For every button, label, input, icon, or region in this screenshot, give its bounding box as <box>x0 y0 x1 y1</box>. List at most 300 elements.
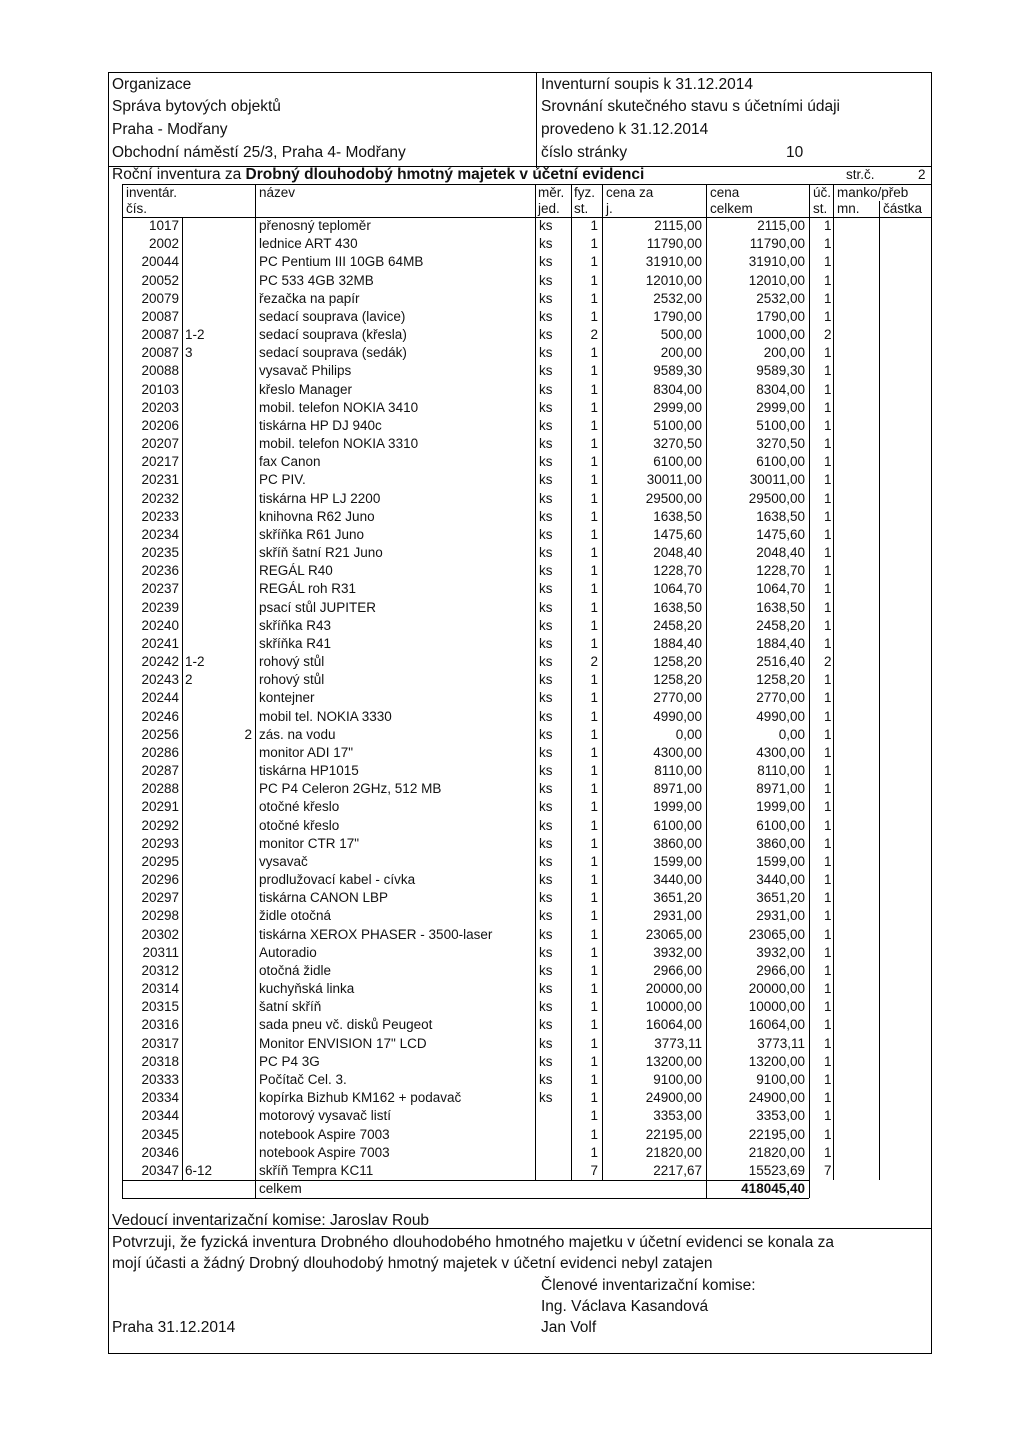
item-name: notebook Aspire 7003 <box>259 1144 390 1160</box>
inventory-number: 20207 <box>141 436 179 452</box>
total-price: 4300,00 <box>756 744 805 760</box>
inventory-number: 20079 <box>141 290 179 306</box>
physical-quantity: 1 <box>590 381 598 397</box>
inventory-number: 20298 <box>141 908 179 924</box>
accounting-quantity: 1 <box>824 672 832 688</box>
measure-unit: ks <box>539 218 553 233</box>
total-price: 8304,00 <box>756 381 805 397</box>
inventory-number: 20088 <box>141 363 179 379</box>
total-price: 10000,00 <box>748 999 805 1015</box>
accounting-quantity: 1 <box>824 799 832 815</box>
accounting-quantity: 1 <box>824 962 832 978</box>
physical-quantity: 1 <box>590 890 598 906</box>
accounting-quantity: 1 <box>824 617 832 633</box>
physical-quantity: 1 <box>590 1144 598 1160</box>
col-header-total-2: celkem <box>710 201 753 216</box>
physical-quantity: 1 <box>590 490 598 506</box>
total-price: 23065,00 <box>748 926 805 942</box>
unit-price: 0,00 <box>675 726 702 742</box>
unit-price: 9100,00 <box>653 1071 702 1087</box>
unit-price: 20000,00 <box>645 981 702 997</box>
inventory-number: 20287 <box>141 763 179 779</box>
accounting-quantity: 1 <box>824 363 832 379</box>
total-price: 2048,40 <box>756 545 805 561</box>
item-name: sedací souprava (sedák) <box>259 345 407 361</box>
measure-unit: ks <box>539 853 553 869</box>
col-header-unit-2: jed. <box>538 201 560 216</box>
measure-unit: ks <box>539 981 553 997</box>
accounting-quantity: 1 <box>824 417 832 433</box>
measure-unit: ks <box>539 817 553 833</box>
measure-unit: ks <box>539 545 553 561</box>
physical-quantity: 1 <box>590 944 598 960</box>
unit-price: 12010,00 <box>645 272 702 288</box>
accounting-quantity: 1 <box>824 1035 832 1051</box>
item-name: tiskárna HP1015 <box>259 763 359 779</box>
physical-quantity: 1 <box>590 417 598 433</box>
item-name: otočné křeslo <box>259 817 340 833</box>
col-header-acc: úč. <box>813 185 832 200</box>
item-name: kontejner <box>259 690 315 706</box>
accounting-quantity: 1 <box>824 890 832 906</box>
physical-quantity: 1 <box>590 436 598 452</box>
total-price: 2458,20 <box>756 617 805 633</box>
accounting-quantity: 1 <box>824 1071 832 1087</box>
total-price: 4990,00 <box>756 708 805 724</box>
physical-quantity: 1 <box>590 635 598 651</box>
physical-quantity: 1 <box>590 399 598 415</box>
unit-price: 1475,60 <box>653 526 702 542</box>
item-name: kuchyňská linka <box>259 981 355 997</box>
measure-unit: ks <box>539 672 553 688</box>
col-header-unit-price: cena za <box>606 185 654 200</box>
inventory-number: 20315 <box>141 999 179 1015</box>
total-price: 1228,70 <box>756 563 805 579</box>
inventory-number: 20293 <box>141 835 179 851</box>
inventory-number: 20244 <box>141 690 179 706</box>
physical-quantity: 1 <box>590 218 598 233</box>
physical-quantity: 1 <box>590 799 598 815</box>
item-name: PC PIV. <box>259 472 306 488</box>
measure-unit: ks <box>539 1090 553 1106</box>
total-price: 2770,00 <box>756 690 805 706</box>
total-price: 2115,00 <box>757 218 805 233</box>
measure-unit: ks <box>539 781 553 797</box>
accounting-quantity: 2 <box>824 327 832 343</box>
inventory-number: 20291 <box>141 799 179 815</box>
measure-unit: ks <box>539 890 553 906</box>
accounting-quantity: 1 <box>824 290 832 306</box>
unit-price: 2770,00 <box>653 690 702 706</box>
inventory-number: 20217 <box>141 454 179 470</box>
accounting-quantity: 1 <box>824 817 832 833</box>
unit-price: 1638,50 <box>653 599 702 615</box>
measure-unit: ks <box>539 254 553 270</box>
header-divider <box>536 72 537 168</box>
col-line-name <box>255 184 256 1198</box>
physical-quantity: 1 <box>590 781 598 797</box>
accounting-quantity: 1 <box>824 545 832 561</box>
unit-price: 10000,00 <box>645 999 702 1015</box>
unit-price: 2217,67 <box>653 1162 702 1178</box>
physical-quantity: 1 <box>590 1071 598 1087</box>
accounting-quantity: 1 <box>824 581 832 597</box>
inventory-number: 20296 <box>141 872 179 888</box>
total-price: 200,00 <box>763 345 805 361</box>
measure-unit: ks <box>539 563 553 579</box>
accounting-quantity: 1 <box>824 1144 832 1160</box>
item-name: zás. na vodu <box>259 726 336 742</box>
physical-quantity: 1 <box>590 472 598 488</box>
total-price: 2966,00 <box>756 962 805 978</box>
total-price: 24900,00 <box>748 1090 805 1106</box>
inventory-number: 20044 <box>141 254 179 270</box>
col-header-unit-price-2: j. <box>606 201 613 216</box>
measure-unit: ks <box>539 490 553 506</box>
org-city: Praha - Modřany <box>112 121 228 138</box>
page-number: 10 <box>786 144 804 161</box>
unit-price: 3860,00 <box>653 835 702 851</box>
unit-price: 2931,00 <box>653 908 702 924</box>
inventory-number: 20344 <box>141 1108 179 1124</box>
inventory-number: 20231 <box>141 472 179 488</box>
accounting-quantity: 1 <box>824 690 832 706</box>
inventory-number: 1017 <box>148 218 179 233</box>
physical-quantity: 1 <box>590 290 598 306</box>
accounting-quantity: 7 <box>824 1162 832 1178</box>
inventory-number: 20334 <box>141 1090 179 1106</box>
col-header-total: cena <box>710 185 740 200</box>
unit-price: 1884,40 <box>653 635 702 651</box>
unit-price: 23065,00 <box>645 926 702 942</box>
total-price: 1638,50 <box>756 508 805 524</box>
total-price: 16064,00 <box>748 1017 805 1033</box>
col-line-acc <box>809 184 810 1198</box>
col-header-diff-amount: částka <box>883 201 923 216</box>
accounting-quantity: 1 <box>824 508 832 524</box>
unit-price: 2999,00 <box>653 399 702 415</box>
physical-quantity: 1 <box>590 1126 598 1142</box>
physical-quantity: 2 <box>590 654 598 670</box>
total-price: 6100,00 <box>756 454 805 470</box>
unit-price: 3353,00 <box>653 1108 702 1124</box>
col-header-diff-qty: mn. <box>837 201 860 216</box>
accounting-quantity: 1 <box>824 1017 832 1033</box>
measure-unit: ks <box>539 399 553 415</box>
measure-unit: ks <box>539 363 553 379</box>
total-price: 3860,00 <box>756 835 805 851</box>
inventory-number: 20232 <box>141 490 179 506</box>
total-price: 3440,00 <box>756 872 805 888</box>
section-title <box>112 165 644 185</box>
measure-unit: ks <box>539 345 553 361</box>
col-header-qty: fyz. <box>574 185 596 200</box>
total-price: 2931,00 <box>756 908 805 924</box>
item-name: REGÁL roh R31 <box>259 581 357 597</box>
measure-unit: ks <box>539 272 553 288</box>
inventory-number: 20236 <box>141 563 179 579</box>
unit-price: 6100,00 <box>653 817 702 833</box>
measure-unit: ks <box>539 635 553 651</box>
item-name: Autoradio <box>259 944 317 960</box>
col-line-amt <box>879 201 880 1180</box>
accounting-quantity: 1 <box>824 308 832 324</box>
total-price: 9589,30 <box>756 363 805 379</box>
unit-price: 21820,00 <box>645 1144 702 1160</box>
inventory-number: 20234 <box>141 526 179 542</box>
physical-quantity: 1 <box>590 817 598 833</box>
inventory-number: 20333 <box>141 1071 179 1087</box>
item-name: řezačka na papír <box>259 290 360 306</box>
item-name: skříňka R61 Juno <box>259 526 365 542</box>
total-price: 29500,00 <box>748 490 805 506</box>
accounting-quantity: 1 <box>824 835 832 851</box>
col-header-inventory: inventár. <box>126 185 178 200</box>
measure-unit: ks <box>539 381 553 397</box>
item-name: vysavač <box>259 853 308 869</box>
physical-quantity: 1 <box>590 962 598 978</box>
item-name: otočná židle <box>259 962 332 978</box>
physical-quantity: 7 <box>590 1162 598 1178</box>
unit-price: 2458,20 <box>653 617 702 633</box>
physical-quantity: 1 <box>590 926 598 942</box>
inventory-number: 20256 <box>141 726 179 742</box>
unit-price: 8304,00 <box>653 381 702 397</box>
accounting-quantity: 1 <box>824 635 832 651</box>
unit-price: 9589,30 <box>653 363 702 379</box>
measure-unit: ks <box>539 744 553 760</box>
unit-price: 4300,00 <box>653 744 702 760</box>
measure-unit: ks <box>539 872 553 888</box>
inventory-number: 20288 <box>141 781 179 797</box>
confirmation-line-2: mojí účasti a žádný Drobný dlouhodobý hmotný majetek v účetní evidenci nebyl zatajen <box>112 1255 713 1272</box>
measure-unit: ks <box>539 290 553 306</box>
item-name: rohový stůl <box>259 654 325 670</box>
col-line-mn <box>833 184 834 1180</box>
item-name: mobil tel. NOKIA 3330 <box>259 708 392 724</box>
item-name: monitor ADI 17" <box>259 744 354 760</box>
unit-price: 1258,20 <box>653 654 702 670</box>
inventory-number: 20242 <box>141 654 179 670</box>
unit-price: 24900,00 <box>645 1090 702 1106</box>
measure-unit: ks <box>539 1017 553 1033</box>
inventory-number: 20347 <box>141 1162 179 1178</box>
measure-unit: ks <box>539 690 553 706</box>
measure-unit: ks <box>539 726 553 742</box>
commission-member-2: Jan Volf <box>541 1319 597 1336</box>
commission-member-1: Ing. Václava Kasandová <box>541 1298 709 1315</box>
measure-unit: ks <box>539 417 553 433</box>
measure-unit: ks <box>539 708 553 724</box>
inventory-number: 20241 <box>141 635 179 651</box>
physical-quantity: 1 <box>590 1090 598 1106</box>
unit-price: 1790,00 <box>653 308 702 324</box>
measure-unit: ks <box>539 654 553 670</box>
physical-quantity: 1 <box>590 363 598 379</box>
inventory-number: 20239 <box>141 599 179 615</box>
inventory-number: 20302 <box>141 926 179 942</box>
total-price: 3651,20 <box>756 890 805 906</box>
item-name: prodlužovací kabel - cívka <box>259 872 416 888</box>
accounting-quantity: 1 <box>824 381 832 397</box>
measure-unit: ks <box>539 472 553 488</box>
measure-unit: ks <box>539 962 553 978</box>
inventory-number: 20052 <box>141 272 179 288</box>
unit-price: 1228,70 <box>653 563 702 579</box>
inventory-number: 20087 <box>141 327 179 343</box>
accounting-quantity: 1 <box>824 981 832 997</box>
unit-price: 500,00 <box>660 327 702 343</box>
unit-price: 3773,11 <box>654 1035 702 1051</box>
measure-unit: ks <box>539 1035 553 1051</box>
accounting-quantity: 1 <box>824 472 832 488</box>
item-name: mobil. telefon NOKIA 3410 <box>259 399 419 415</box>
total-price: 1064,70 <box>756 581 805 597</box>
physical-quantity: 1 <box>590 617 598 633</box>
col-header-diff: manko/přeb <box>837 185 909 200</box>
total-price: 5100,00 <box>756 417 805 433</box>
measure-unit: ks <box>539 944 553 960</box>
physical-quantity: 1 <box>590 1035 598 1051</box>
item-name: tiskárna HP LJ 2200 <box>259 490 381 506</box>
physical-quantity: 1 <box>590 708 598 724</box>
accounting-quantity: 1 <box>824 926 832 942</box>
physical-quantity: 1 <box>590 508 598 524</box>
inventory-number: 20235 <box>141 545 179 561</box>
inventory-sub-number: 2 <box>185 672 193 688</box>
accounting-quantity: 1 <box>824 272 832 288</box>
item-name: šatní skříň <box>259 999 322 1015</box>
physical-quantity: 1 <box>590 672 598 688</box>
measure-unit: ks <box>539 599 553 615</box>
physical-quantity: 1 <box>590 981 598 997</box>
physical-quantity: 1 <box>590 835 598 851</box>
commission-members-label: Členové inventarizační komise: <box>541 1277 756 1294</box>
measure-unit: ks <box>539 436 553 452</box>
accounting-quantity: 1 <box>824 345 832 361</box>
accounting-quantity: 2 <box>824 654 832 670</box>
measure-unit: ks <box>539 454 553 470</box>
accounting-quantity: 1 <box>824 872 832 888</box>
item-name: rohový stůl <box>259 672 325 688</box>
col-line-unit <box>535 184 536 1180</box>
section-title-bold: Drobný dlouhodobý hmotný majetek v účetní evidenci <box>245 166 645 183</box>
accounting-quantity: 1 <box>824 1126 832 1142</box>
unit-price: 4990,00 <box>653 708 702 724</box>
physical-quantity: 1 <box>590 345 598 361</box>
commission-leader: Vedoucí inventarizační komise: Jaroslav Roub <box>112 1212 430 1229</box>
measure-unit: ks <box>539 581 553 597</box>
unit-price: 16064,00 <box>645 1017 702 1033</box>
accounting-quantity: 1 <box>824 563 832 579</box>
col-line-right <box>931 184 932 1180</box>
org-address: Obchodní náměstí 25/3, Praha 4- Modřany <box>112 144 406 161</box>
item-name: PC P4 Celeron 2GHz, 512 MB <box>259 781 442 797</box>
accounting-quantity: 1 <box>824 526 832 542</box>
inventory-number: 20103 <box>141 381 179 397</box>
unit-price: 1258,20 <box>653 672 702 688</box>
unit-price: 22195,00 <box>645 1126 702 1142</box>
unit-price: 11790,00 <box>646 236 702 252</box>
measure-unit: ks <box>539 236 553 252</box>
physical-quantity: 2 <box>590 327 598 343</box>
col-header-acc-2: st. <box>813 201 828 216</box>
physical-quantity: 1 <box>590 308 598 324</box>
measure-unit: ks <box>539 763 553 779</box>
inventory-number: 20318 <box>141 1053 179 1069</box>
unit-price: 2048,40 <box>653 545 702 561</box>
item-name: přenosný teploměr <box>259 218 371 233</box>
item-name: skříň Tempra KC11 <box>259 1162 374 1178</box>
section-title-prefix: Roční inventura za <box>112 166 246 183</box>
item-name: motorový vysavač listí <box>259 1108 392 1124</box>
physical-quantity: 1 <box>590 763 598 779</box>
inventory-number: 20295 <box>141 853 179 869</box>
item-name: křeslo Manager <box>259 381 353 397</box>
accounting-quantity: 1 <box>824 599 832 615</box>
inventory-number: 20311 <box>142 944 179 960</box>
unit-price: 8110,00 <box>654 763 702 779</box>
item-name: kopírka Bizhub KM162 + podavač <box>259 1090 462 1106</box>
physical-quantity: 1 <box>590 272 598 288</box>
unit-price: 29500,00 <box>645 490 702 506</box>
unit-price: 1599,00 <box>653 853 702 869</box>
accounting-quantity: 1 <box>824 781 832 797</box>
inventory-number: 20237 <box>141 581 179 597</box>
accounting-quantity: 1 <box>824 908 832 924</box>
doc-done-date: provedeno k 31.12.2014 <box>541 121 709 138</box>
physical-quantity: 1 <box>590 454 598 470</box>
inventory-number: 20233 <box>141 508 179 524</box>
total-price: 2516,40 <box>756 654 805 670</box>
physical-quantity: 1 <box>590 254 598 270</box>
total-price: 8110,00 <box>757 763 805 779</box>
item-name: sedací souprava (křesla) <box>259 327 407 343</box>
physical-quantity: 1 <box>590 545 598 561</box>
inventory-number: 20243 <box>141 672 179 688</box>
accounting-quantity: 1 <box>824 1090 832 1106</box>
accounting-quantity: 1 <box>824 726 832 742</box>
unit-price: 6100,00 <box>653 454 702 470</box>
inventory-sub-number: 6-12 <box>185 1162 213 1178</box>
accounting-quantity: 1 <box>824 708 832 724</box>
total-price: 12010,00 <box>748 272 805 288</box>
col-header-unit: měr. <box>538 185 565 200</box>
item-name: Počítač Cel. 3. <box>259 1071 347 1087</box>
inventory-number: 20317 <box>141 1035 179 1051</box>
physical-quantity: 1 <box>590 726 598 742</box>
unit-price: 13200,00 <box>645 1053 702 1069</box>
accounting-quantity: 1 <box>824 853 832 869</box>
measure-unit: ks <box>539 999 553 1015</box>
col-line-inv <box>182 217 183 1180</box>
total-label: celkem <box>259 1181 302 1196</box>
item-name: knihovna R62 Juno <box>259 508 375 524</box>
total-price: 3773,11 <box>757 1035 805 1051</box>
accounting-quantity: 1 <box>824 999 832 1015</box>
unit-price: 2115,00 <box>654 218 702 233</box>
measure-unit: ks <box>539 617 553 633</box>
measure-unit: ks <box>539 327 553 343</box>
col-header-inventory-no: čís. <box>126 201 148 216</box>
total-price: 8971,00 <box>756 781 805 797</box>
total-price: 1790,00 <box>756 308 805 324</box>
inventory-number: 20206 <box>141 417 179 433</box>
inventory-number: 20312 <box>141 962 179 978</box>
unit-price: 3270,50 <box>653 436 702 452</box>
physical-quantity: 1 <box>590 999 598 1015</box>
total-price: 31910,00 <box>748 254 805 270</box>
